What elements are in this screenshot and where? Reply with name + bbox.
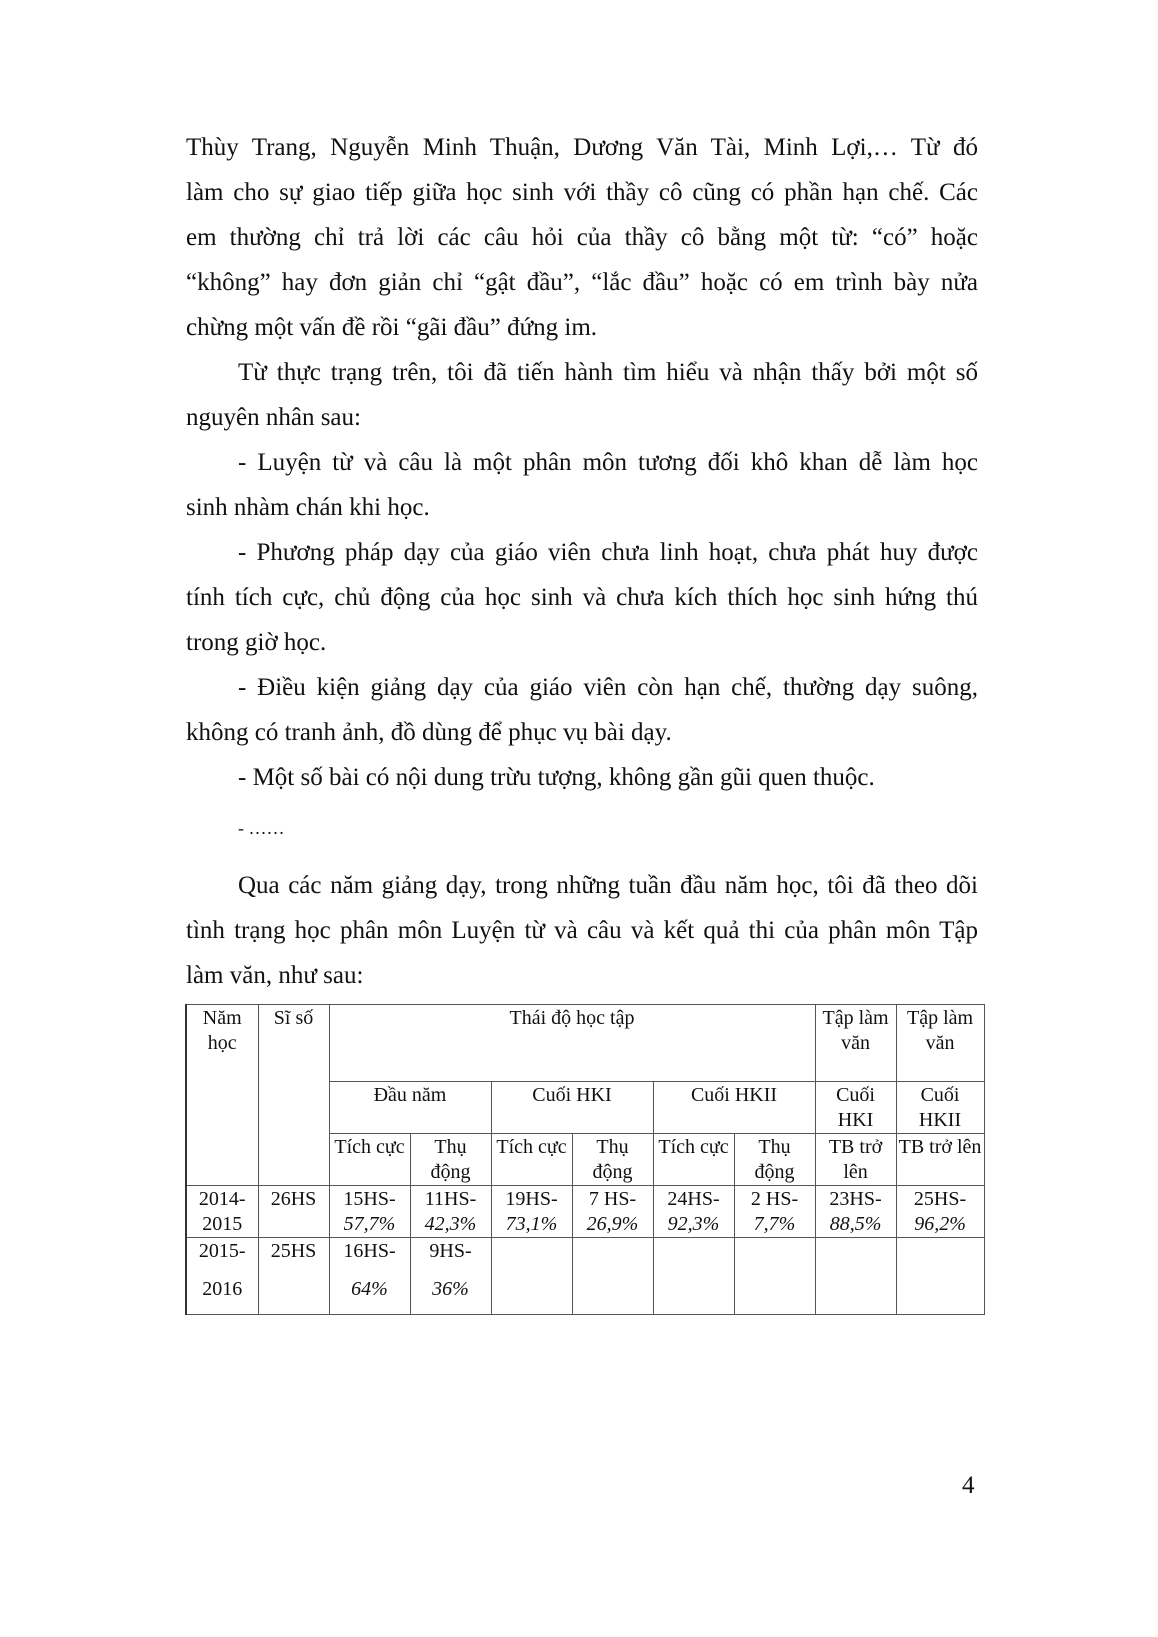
paragraph-line: tình trạng học phân môn Luyện từ và câu và kết quả thi của phân môn Tập (186, 917, 978, 944)
cell-value (734, 1186, 815, 1238)
student-count: 19HS- (505, 1188, 558, 1210)
cell-value (491, 1238, 572, 1315)
year-start: 2014- (198, 1188, 246, 1210)
paragraph-line: em thường chỉ trả lời các câu hỏi của thầy cô bằng một từ: “có” hoặc (186, 224, 978, 251)
student-count: 11HS- (424, 1188, 477, 1210)
student-count: 9HS- (429, 1240, 472, 1262)
percentage: 73,1% (505, 1213, 558, 1235)
cell-value (896, 1186, 984, 1238)
year-end: 2015 (202, 1213, 243, 1235)
header-sub: Thụ động (734, 1134, 815, 1186)
year-end: 2016 (202, 1278, 243, 1300)
results-table (185, 1004, 985, 1315)
cell-value (572, 1186, 653, 1238)
percentage: 57,7% (343, 1213, 396, 1235)
student-count: 16HS- (343, 1240, 396, 1262)
cell-value (734, 1238, 815, 1315)
header-sub: Tích cực (653, 1134, 734, 1186)
student-count: 2 HS- (750, 1188, 799, 1210)
percentage: 96,2% (914, 1213, 966, 1235)
student-count: 25HS- (913, 1188, 967, 1210)
paragraph-line: Từ thực trạng trên, tôi đã tiến hành tìm hiểu và nhận thấy bởi một số (238, 359, 978, 386)
header-sub: TB trở lên (896, 1134, 984, 1186)
page-number: 4 (962, 1472, 975, 1499)
student-count: 7 HS- (588, 1188, 637, 1210)
bullet-item-continuation: tính tích cực, chủ động của học sinh và chưa kích thích học sinh hứng thú (186, 584, 978, 611)
paragraph-line: “không” hay đơn giản chỉ “gật đầu”, “lắc đầu” hoặc có em trình bày nửa (186, 269, 978, 296)
header-writing-2-period: Cuối HKII (896, 1082, 984, 1134)
bullet-item: - Một số bài có nội dung trừu tượng, không gần gũi quen thuộc. (238, 764, 875, 791)
cell-value (329, 1186, 410, 1238)
paragraph-line: nguyên nhân sau: (186, 404, 361, 431)
percentage: 92,3% (667, 1213, 720, 1235)
paragraph-line: làm văn, như sau: (186, 962, 364, 989)
header-writing-1: Tập làm văn (815, 1005, 896, 1082)
header-attitude: Thái độ học tập (329, 1005, 815, 1082)
percentage: 88,5% (829, 1213, 882, 1235)
bullet-item: - Phương pháp dạy của giáo viên chưa linh hoạt, chưa phát huy được (238, 539, 978, 566)
percentage: 36% (432, 1278, 469, 1300)
header-sub: Thụ động (572, 1134, 653, 1186)
header-period-hk1: Cuối HKI (491, 1082, 653, 1134)
student-count: 23HS- (829, 1188, 882, 1210)
cell-value (815, 1238, 896, 1315)
cell-year (186, 1238, 258, 1315)
header-sub: Tích cực (329, 1134, 410, 1186)
table-row (186, 1238, 984, 1315)
cell-class-size (258, 1238, 329, 1315)
cell-value (491, 1186, 572, 1238)
header-row (186, 1005, 984, 1082)
header-period-hk2: Cuối HKII (653, 1082, 815, 1134)
percentage: 42,3% (424, 1213, 477, 1235)
student-count: 24HS- (667, 1188, 720, 1210)
header-sub: Thụ động (410, 1134, 491, 1186)
paragraph-line: chừng một vấn đề rồi “gãi đầu” đứng im. (186, 314, 598, 341)
header-writing-2: Tập làm văn (896, 1005, 984, 1082)
header-sub: Tích cực (491, 1134, 572, 1186)
header-year: Năm học (186, 1005, 258, 1186)
table-row (186, 1186, 984, 1238)
percentage: 26,9% (586, 1213, 639, 1235)
header-period-start: Đầu năm (329, 1082, 491, 1134)
header-class-size: Sĩ số (258, 1005, 329, 1186)
class-size-value: 25HS (270, 1240, 317, 1262)
cell-value (572, 1238, 653, 1315)
cell-value (815, 1186, 896, 1238)
cell-value (329, 1238, 410, 1315)
bullet-item-ellipsis: - …… (238, 818, 285, 838)
cell-value (410, 1186, 491, 1238)
header-writing-1-period: Cuối HKI (815, 1082, 896, 1134)
bullet-item-continuation: sinh nhàm chán khi học. (186, 494, 430, 521)
bullet-item: - Luyện từ và câu là một phân môn tương đối khô khan dễ làm học (238, 449, 978, 476)
cell-value (653, 1238, 734, 1315)
year-start: 2015- (198, 1240, 246, 1262)
student-count: 15HS- (343, 1188, 396, 1210)
cell-value (896, 1238, 984, 1315)
paragraph-line: Thùy Trang, Nguyễn Minh Thuận, Dương Văn Tài, Minh Lợi,… Từ đó (186, 134, 978, 161)
cell-value (410, 1238, 491, 1315)
percentage: 64% (351, 1278, 388, 1300)
bullet-item-continuation: trong giờ học. (186, 629, 327, 656)
paragraph-line: Qua các năm giảng dạy, trong những tuần đầu năm học, tôi đã theo dõi (238, 872, 978, 899)
cell-class-size (258, 1186, 329, 1238)
class-size-value: 26HS (270, 1188, 317, 1210)
cell-year (186, 1186, 258, 1238)
percentage: 7,7% (753, 1213, 796, 1235)
header-sub: TB trở lên (815, 1134, 896, 1186)
bullet-item: - Điều kiện giảng dạy của giáo viên còn hạn chế, thường dạy suông, (238, 674, 978, 701)
cell-value (653, 1186, 734, 1238)
bullet-item-continuation: không có tranh ảnh, đồ dùng để phục vụ bài dạy. (186, 719, 672, 746)
paragraph-line: làm cho sự giao tiếp giữa học sinh với thầy cô cũng có phần hạn chế. Các (186, 179, 978, 206)
